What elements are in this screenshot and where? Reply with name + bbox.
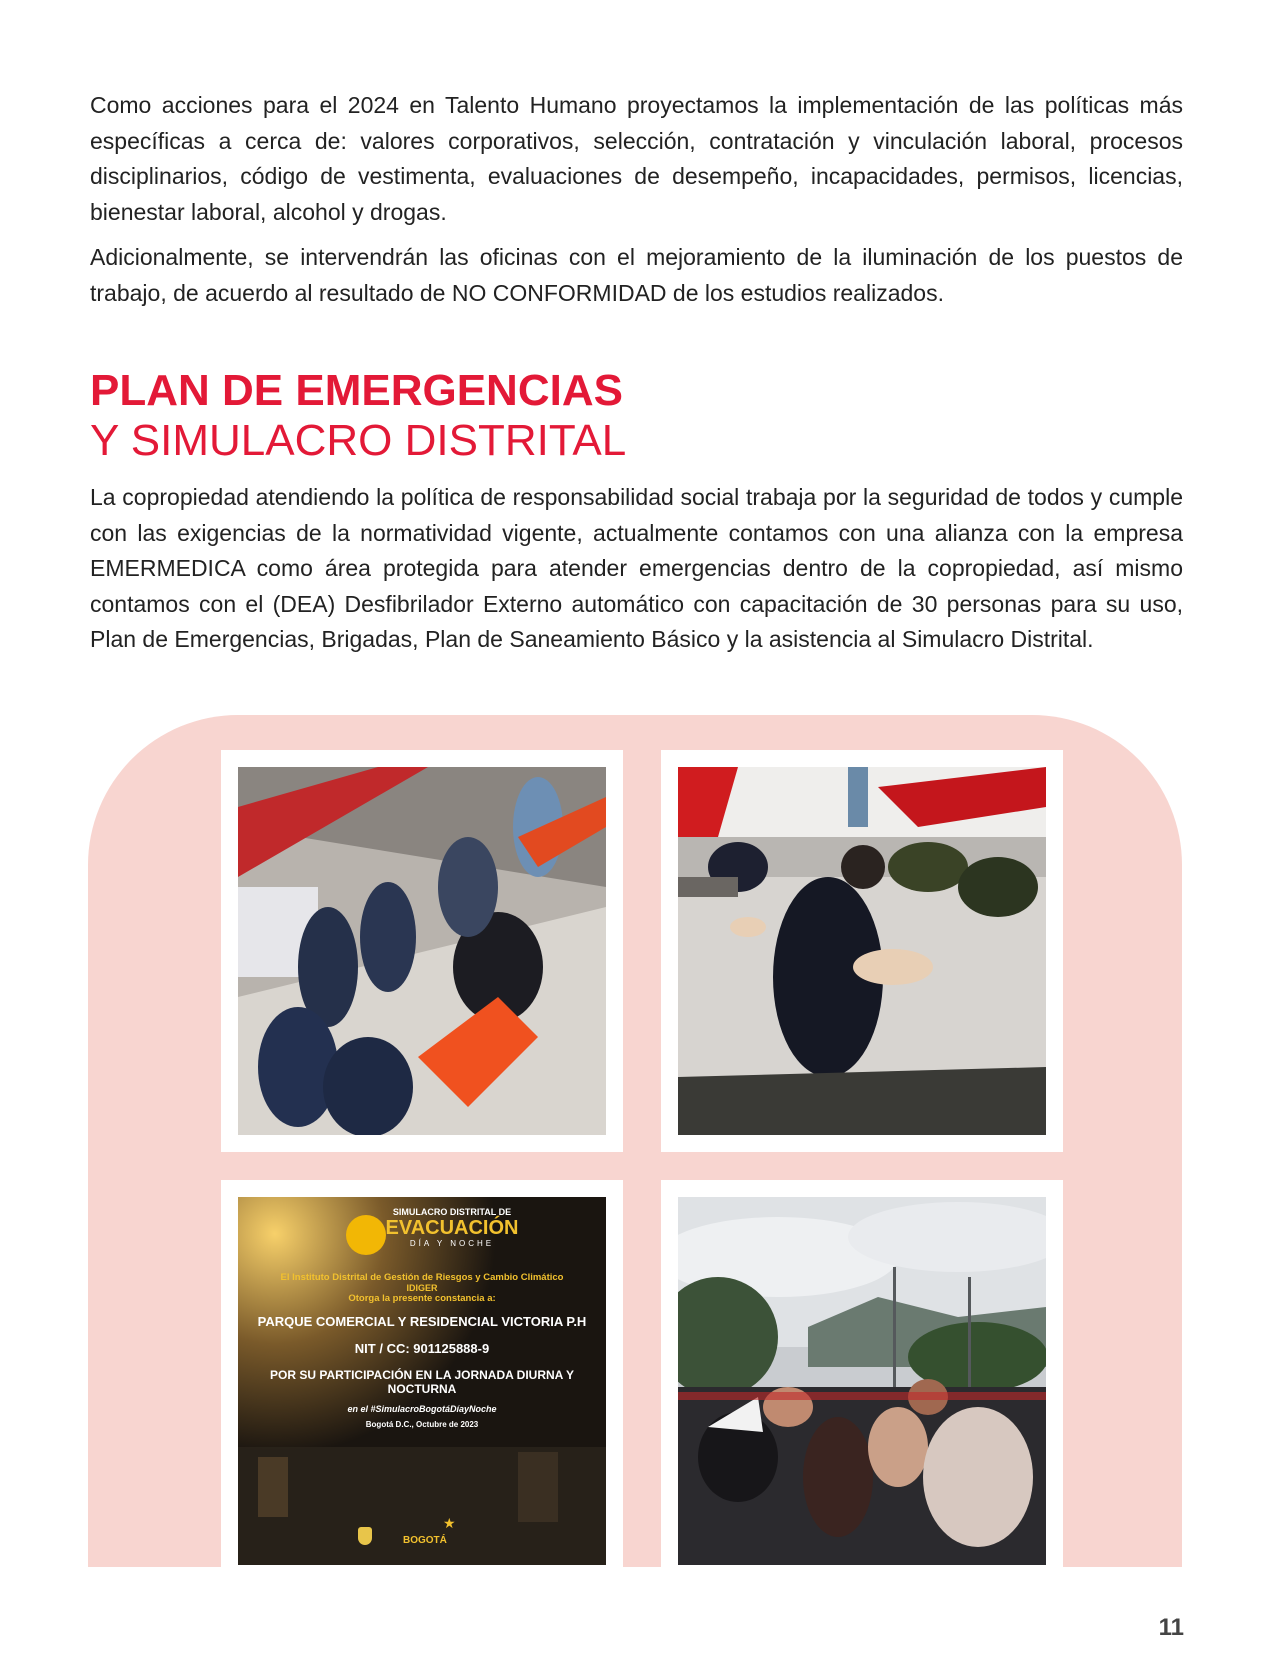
paragraph-hr-actions: Como acciones para el 2024 en Talento Humano proyectamos la implementación de las políticas más específicas a cerca de: valores corporativos, selección, contratación y vinculación laboral, procesos disciplinarios, código de vestimenta, evaluaciones de desempeño, incapacidades, permisos, licencias, bienestar laboral, alcohol y drogas. [90, 92, 1183, 225]
photo-brigade-stretcher [238, 767, 606, 1135]
certificate-date: Bogotá D.C., Octubre de 2023 [365, 1420, 479, 1429]
crest-icon [358, 1527, 372, 1545]
section-heading-bold: PLAN DE EMERGENCIAS [90, 366, 623, 415]
bogota-logo: BOGOTÁ [403, 1535, 447, 1546]
certificate-reason: POR SU PARTICIPACIÓN EN LA JORNADA DIURNA Y NOCTURNA [269, 1368, 575, 1396]
photo-frame-certificate [221, 1180, 623, 1582]
certificate-image [238, 1197, 606, 1565]
certificate-subtitle: DÍA Y NOCHE [409, 1239, 495, 1248]
certificate-institute: El Instituto Distrital de Gestión de Riesgos y Cambio Climático [280, 1272, 564, 1283]
photo-frame-cpr [661, 750, 1063, 1152]
photo-cpr-training [678, 767, 1046, 1135]
paragraph-office-lighting: Adicionalmente, se intervendrán las oficinas con el mejoramiento de la iluminación de los puestos de trabajo, de acuerdo al resultado de NO CONFORMIDAD de los estudios realizados. [90, 244, 1183, 306]
certificate-hashtag: en el #SimulacroBogotáDíayNoche [347, 1404, 497, 1414]
certificate-title: EVACUACIÓN [385, 1217, 519, 1239]
certificate-acronym: IDIGER [406, 1283, 438, 1293]
certificate-text [238, 1207, 606, 1429]
photo-frame-brigade [221, 750, 623, 1152]
star-icon: ★ [443, 1515, 456, 1531]
photo-evacuation-crowd [678, 1197, 1046, 1565]
certificate-recipient: PARQUE COMERCIAL Y RESIDENCIAL VICTORIA P.H [257, 1314, 587, 1329]
certificate-nit: NIT / CC: 901125888-9 [354, 1341, 490, 1356]
photo-frame-evacuation [661, 1180, 1063, 1582]
certificate-title-small: SIMULACRO DISTRITAL DE [392, 1207, 512, 1217]
page-number: 11 [1158, 1614, 1184, 1641]
paragraph-emergency-plan: La copropiedad atendiendo la política de responsabilidad social trabaja por la seguridad de todos y cumple con las exigencias de la normatividad vigente, actualmente contamos con una alianza con la empresa EMERMEDICA como área protegida para atender emergencias dentro de la copropiedad, así mismo contamos con el (DEA) Desfibrilador Externo automático con capacitación de 30 personas para su uso, Plan de Emergencias, Brigadas, Plan de Saneamiento Básico y la asistencia al Simulacro Distrital. [90, 484, 1183, 652]
certificate-grant: Otorga la presente constancia a: [348, 1293, 496, 1304]
section-heading-light: Y SIMULACRO DISTRITAL [90, 416, 627, 465]
